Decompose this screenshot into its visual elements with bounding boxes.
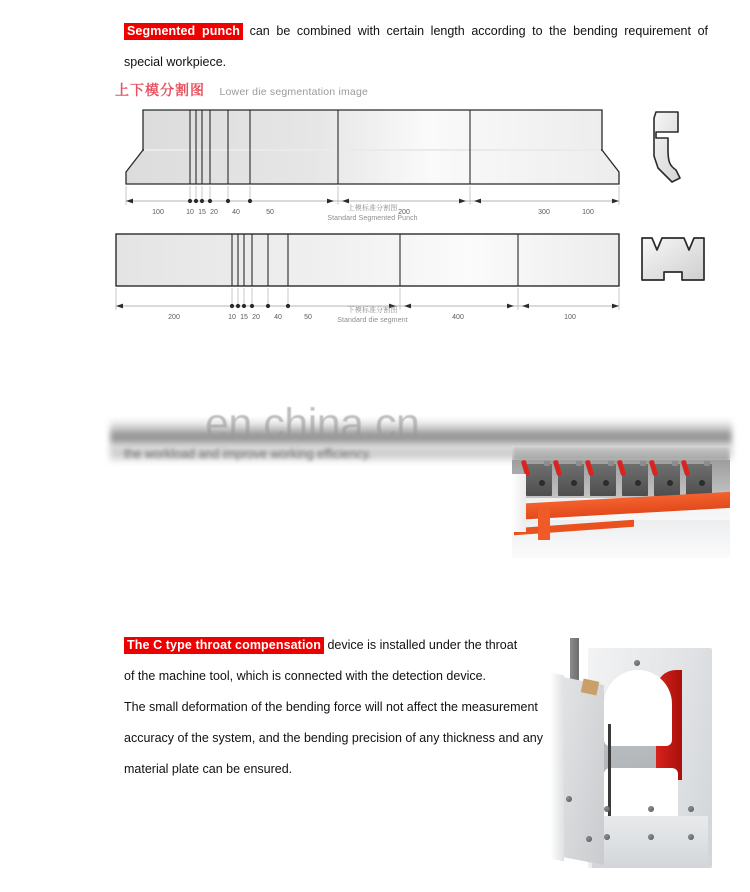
punch-dim-5: 50 — [266, 209, 274, 216]
clamp-unit — [622, 464, 648, 496]
throat-line-2: of the machine tool, which is connected with the detection device. — [124, 669, 487, 683]
punch-dim-6: 200 — [398, 209, 410, 216]
punch-dim-1: 10 — [186, 209, 194, 216]
die-dim-7: 100 — [564, 314, 576, 321]
watermark-text: en.china.cn — [205, 400, 420, 448]
throat-line-4: accuracy of the system, and the bending precision of any thickness and any — [124, 731, 543, 745]
clamp-knob — [608, 461, 614, 466]
segmentation-heading-en: Lower die segmentation image — [219, 86, 369, 98]
orange-bracket — [538, 506, 550, 540]
die-dim-6: 400 — [452, 314, 464, 321]
bolt — [604, 834, 610, 840]
upper-punch-caption — [110, 204, 635, 223]
clamp-knob — [704, 461, 710, 466]
punch-line-1 — [124, 16, 708, 47]
punch-cross-section-profile — [644, 108, 704, 194]
lower-die-diagram — [110, 230, 635, 340]
clamping-system-photo — [512, 446, 730, 558]
punch-line-2: special workpiece. — [124, 55, 227, 69]
die-dim-1: 10 — [228, 314, 236, 321]
die-bar-outline — [116, 234, 619, 286]
clamp-hole — [699, 480, 705, 486]
clamp-hole — [539, 480, 545, 486]
clamp-hole — [635, 480, 641, 486]
clamp-knob — [544, 461, 550, 466]
lower-die-caption-en: Standard die segment — [337, 316, 408, 324]
punch-bar-outline — [126, 150, 619, 184]
throat-line-1-rest: device is installed under the throat — [327, 638, 518, 652]
die-dim-2: 15 — [240, 314, 248, 321]
die-dim-0: 200 — [168, 314, 180, 321]
throat-compensation-paragraph — [124, 630, 544, 785]
punch-dim-0: 100 — [152, 209, 164, 216]
bolt — [586, 836, 592, 842]
clamp-unit — [526, 464, 552, 496]
lower-die-caption-cn: 下模标准分割图 — [347, 306, 398, 314]
punch-dim-3: 20 — [210, 209, 218, 216]
upper-punch-diagram — [110, 106, 635, 226]
punch-dim-4: 40 — [232, 209, 240, 216]
die-profile-outline — [642, 238, 704, 280]
cframe-base-plate — [592, 816, 708, 868]
die-cross-section-profile — [638, 232, 710, 290]
throat-compensation-highlight: The C type throat compensation — [124, 637, 324, 654]
clamp-knob — [640, 461, 646, 466]
die-dim-5: 50 — [304, 314, 312, 321]
die-dim-3: 20 — [252, 314, 260, 321]
clamp-knob — [672, 461, 678, 466]
throat-line-3: The small deformation of the bending force will not affect the measurement — [124, 700, 538, 714]
c-frame-throat-photo — [548, 628, 732, 886]
bolt — [688, 806, 694, 812]
bolt — [648, 834, 654, 840]
bolt — [634, 660, 640, 666]
machine-left-edge — [512, 474, 526, 532]
clamp-hole — [603, 480, 609, 486]
punch-dim-7: 300 — [538, 209, 550, 216]
throat-line-5: material plate can be ensured. — [124, 762, 293, 776]
die-dim-4: 40 — [274, 314, 282, 321]
punch-profile-svg — [644, 108, 704, 194]
bolt — [688, 834, 694, 840]
clamp-unit — [686, 464, 712, 496]
bolt — [648, 806, 654, 812]
segmentation-heading-cn: 上下模分割图 — [115, 83, 205, 99]
obscured-text-line: the workload and improve working efficiency. — [124, 447, 372, 461]
clamp-unit — [558, 464, 584, 496]
punch-dim-2: 15 — [198, 209, 206, 216]
die-profile-svg — [638, 232, 710, 290]
punch-dim-8: 100 — [582, 209, 594, 216]
segmented-punch-paragraph — [124, 16, 708, 78]
clamp-unit — [590, 464, 616, 496]
punch-extension-lines — [126, 186, 619, 205]
punch-profile-outline — [654, 112, 680, 182]
segmented-punch-highlight: Segmented punch — [124, 23, 243, 40]
upper-punch-caption-cn: 上模标准分割图 — [347, 204, 398, 212]
punch-line-1-rest: can be combined with certain length according to the bending requirement of — [249, 24, 708, 38]
bolt — [604, 806, 610, 812]
throat-opening-upper — [604, 670, 672, 746]
upper-punch-caption-en: Standard Segmented Punch — [327, 214, 418, 222]
throat-line-1 — [124, 637, 517, 654]
ram-beam-edge — [550, 673, 564, 862]
tooling-tip — [581, 678, 600, 695]
clamp-hole — [571, 480, 577, 486]
punch-bar-top — [143, 110, 602, 150]
clamp-knob — [576, 461, 582, 466]
segmentation-heading — [115, 80, 368, 100]
clamp-hole — [667, 480, 673, 486]
lower-die-caption — [110, 306, 635, 325]
clamp-unit — [654, 464, 680, 496]
bolt — [566, 796, 572, 802]
